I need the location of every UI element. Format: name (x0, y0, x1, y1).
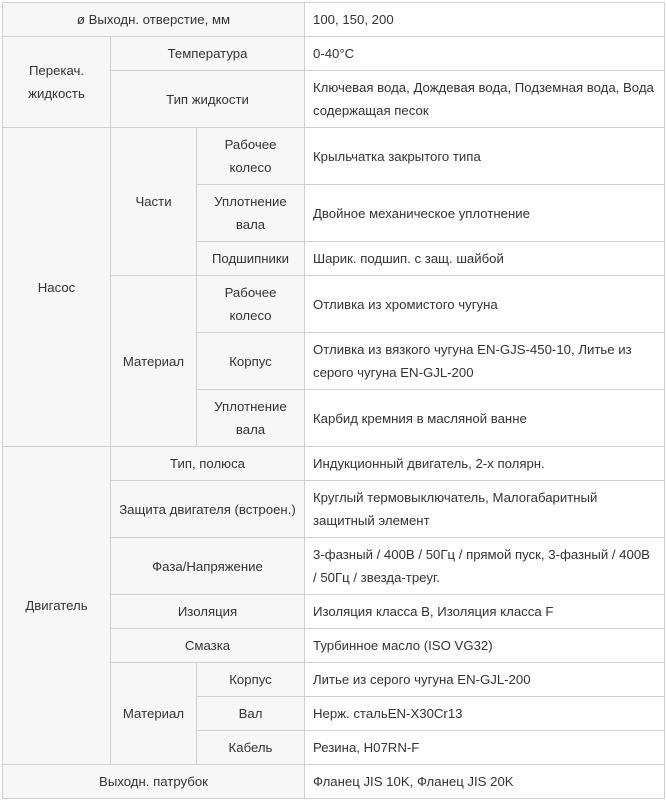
motor-insulation-value: Изоляция класса B, Изоляция класса F (305, 595, 665, 629)
table-row (3, 3, 665, 37)
motor-protection-label: Защита двигателя (встроен.) (111, 481, 305, 538)
pumped-liquid-label: Перекач. жидкость (3, 37, 111, 128)
motor-lubrication-label: Смазка (111, 629, 305, 663)
pump-material-casing-value: Отливка из вязкого чугуна EN-GJS-450-10, Литье из серого чугуна EN-GJL-200 (305, 333, 665, 390)
liquid-type-value: Ключевая вода, Дождевая вода, Подземная вода, Вода содержащая песок (305, 71, 665, 128)
specification-table (2, 2, 665, 799)
motor-insulation-label: Изоляция (111, 595, 305, 629)
pump-bearings-value: Шарик. подшип. с защ. шайбой (305, 242, 665, 276)
motor-material-casing-value: Литье из серого чугуна EN-GJL-200 (305, 663, 665, 697)
motor-material-cable-label: Кабель (197, 731, 305, 765)
pump-material-shaft-seal-value: Карбид кремния в масляной ванне (305, 390, 665, 447)
table-row (3, 765, 665, 799)
motor-material-cable-value: Резина, H07RN-F (305, 731, 665, 765)
motor-lubrication-value: Турбинное масло (ISO VG32) (305, 629, 665, 663)
motor-material-shaft-label: Вал (197, 697, 305, 731)
pump-material-impeller-label: Рабочее колесо (197, 276, 305, 333)
temperature-value: 0-40°C (305, 37, 665, 71)
motor-material-shaft-value: Нерж. стальEN-X30Cr13 (305, 697, 665, 731)
liquid-type-label: Тип жидкости (111, 71, 305, 128)
motor-phase-voltage-value: 3-фазный / 400В / 50Гц / прямой пуск, 3-фазный / 400В / 50Гц / звезда-треуг. (305, 538, 665, 595)
table-row (3, 128, 665, 185)
motor-label: Двигатель (3, 447, 111, 765)
pump-material-casing-label: Корпус (197, 333, 305, 390)
pump-bearings-label: Подшипники (197, 242, 305, 276)
pump-label: Насос (3, 128, 111, 447)
pump-material-label: Материал (111, 276, 197, 447)
table-row (3, 447, 665, 481)
outlet-connection-value: Фланец JIS 10K, Фланец JIS 20K (305, 765, 665, 799)
motor-phase-voltage-label: Фаза/Напряжение (111, 538, 305, 595)
pump-impeller-value: Крыльчатка закрытого типа (305, 128, 665, 185)
pump-impeller-label: Рабочее колесо (197, 128, 305, 185)
pump-shaft-seal-label: Уплотнение вала (197, 185, 305, 242)
table-row (3, 37, 665, 71)
outlet-diameter-value: 100, 150, 200 (305, 3, 665, 37)
outlet-diameter-label: ø Выходн. отверстие, мм (3, 3, 305, 37)
pump-material-impeller-value: Отливка из хромистого чугуна (305, 276, 665, 333)
motor-protection-value: Круглый термовыключатель, Малогабаритный защитный элемент (305, 481, 665, 538)
motor-type-poles-label: Тип, полюса (111, 447, 305, 481)
motor-material-casing-label: Корпус (197, 663, 305, 697)
outlet-connection-label: Выходн. патрубок (3, 765, 305, 799)
pump-shaft-seal-value: Двойное механическое уплотнение (305, 185, 665, 242)
temperature-label: Температура (111, 37, 305, 71)
motor-material-label: Материал (111, 663, 197, 765)
pump-parts-label: Части (111, 128, 197, 276)
motor-type-poles-value: Индукционный двигатель, 2-х полярн. (305, 447, 665, 481)
pump-material-shaft-seal-label: Уплотнение вала (197, 390, 305, 447)
